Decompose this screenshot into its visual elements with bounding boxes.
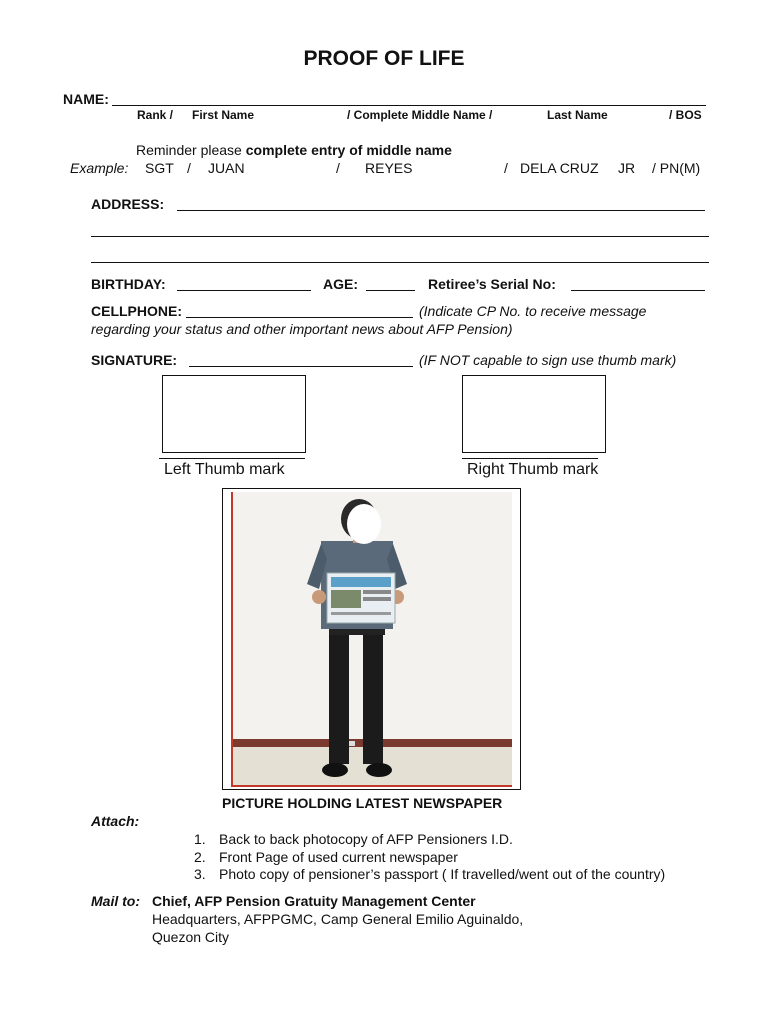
attach-label: Attach: <box>91 813 140 829</box>
name-col-last: Last Name <box>547 108 608 122</box>
person-holding-newspaper-illustration <box>223 489 521 790</box>
right-thumb-line <box>462 458 598 459</box>
reminder-prefix: Reminder please <box>136 142 246 158</box>
reminder-text <box>136 142 452 158</box>
name-field[interactable] <box>112 105 706 106</box>
example-suffix: JR <box>618 160 636 176</box>
address-label: ADDRESS: <box>91 196 165 212</box>
example-sep1: / <box>187 160 191 176</box>
name-col-rank: Rank / <box>137 108 174 122</box>
address-field-2[interactable] <box>91 236 709 237</box>
mail-to-line-1: Chief, AFP Pension Gratuity Management Center <box>152 893 476 909</box>
reminder-bold: complete entry of middle name <box>245 142 452 158</box>
serial-label: Retiree’s Serial No: <box>428 276 556 292</box>
right-thumb-label: Right Thumb mark <box>467 461 599 478</box>
birthday-label: BIRTHDAY: <box>91 276 166 292</box>
mail-to-line-3: Quezon City <box>152 929 230 945</box>
attach-item-2: Front Page of used current newspaper <box>219 849 458 865</box>
example-last: DELA CRUZ <box>520 160 599 176</box>
birthday-field[interactable] <box>177 290 311 291</box>
attach-item-3: Photo copy of pensioner’s passport ( If travelled/went out of the country) <box>219 866 666 882</box>
attach-item-1-number: 1. <box>194 831 206 847</box>
picture-caption: PICTURE HOLDING LATEST NEWSPAPER <box>222 795 503 811</box>
serial-field[interactable] <box>571 290 705 291</box>
attach-item-1: Back to back photocopy of AFP Pensioners I.D. <box>219 831 513 847</box>
age-field[interactable] <box>366 290 415 291</box>
signature-label: SIGNATURE: <box>91 352 178 368</box>
cellphone-note-2: regarding your status and other important news about AFP Pension) <box>91 321 513 337</box>
left-thumb-label: Left Thumb mark <box>164 461 285 478</box>
signature-note: (IF NOT capable to sign use thumb mark) <box>419 352 677 368</box>
example-label: Example: <box>70 160 129 176</box>
cellphone-label: CELLPHONE: <box>91 303 182 319</box>
example-bos: / PN(M) <box>652 160 701 176</box>
name-col-first: First Name <box>192 108 255 122</box>
address-field-1[interactable] <box>177 210 705 211</box>
attach-item-3-number: 3. <box>194 866 206 882</box>
name-col-middle: / Complete Middle Name / <box>347 108 493 122</box>
example-first: JUAN <box>208 160 245 176</box>
mail-to-line-2: Headquarters, AFPPGMC, Camp General Emilio Aguinaldo, <box>152 911 524 927</box>
sample-photo <box>222 488 521 790</box>
age-label: AGE: <box>323 276 358 292</box>
left-thumb-line <box>159 458 305 459</box>
example-sep2: / <box>336 160 340 176</box>
example-rank: SGT <box>145 160 174 176</box>
attach-item-2-number: 2. <box>194 849 206 865</box>
mail-to-label: Mail to: <box>91 893 140 909</box>
name-label: NAME: <box>63 91 109 107</box>
name-col-bos: / BOS <box>669 108 702 122</box>
cellphone-note-1: (Indicate CP No. to receive message <box>419 303 647 319</box>
page-title: PROOF OF LIFE <box>303 47 465 70</box>
right-thumb-box[interactable] <box>462 375 606 453</box>
left-thumb-box[interactable] <box>162 375 306 453</box>
example-middle: REYES <box>365 160 413 176</box>
signature-field[interactable] <box>189 366 413 367</box>
cellphone-field[interactable] <box>186 317 413 318</box>
example-sep3: / <box>504 160 508 176</box>
address-field-3[interactable] <box>91 262 709 263</box>
